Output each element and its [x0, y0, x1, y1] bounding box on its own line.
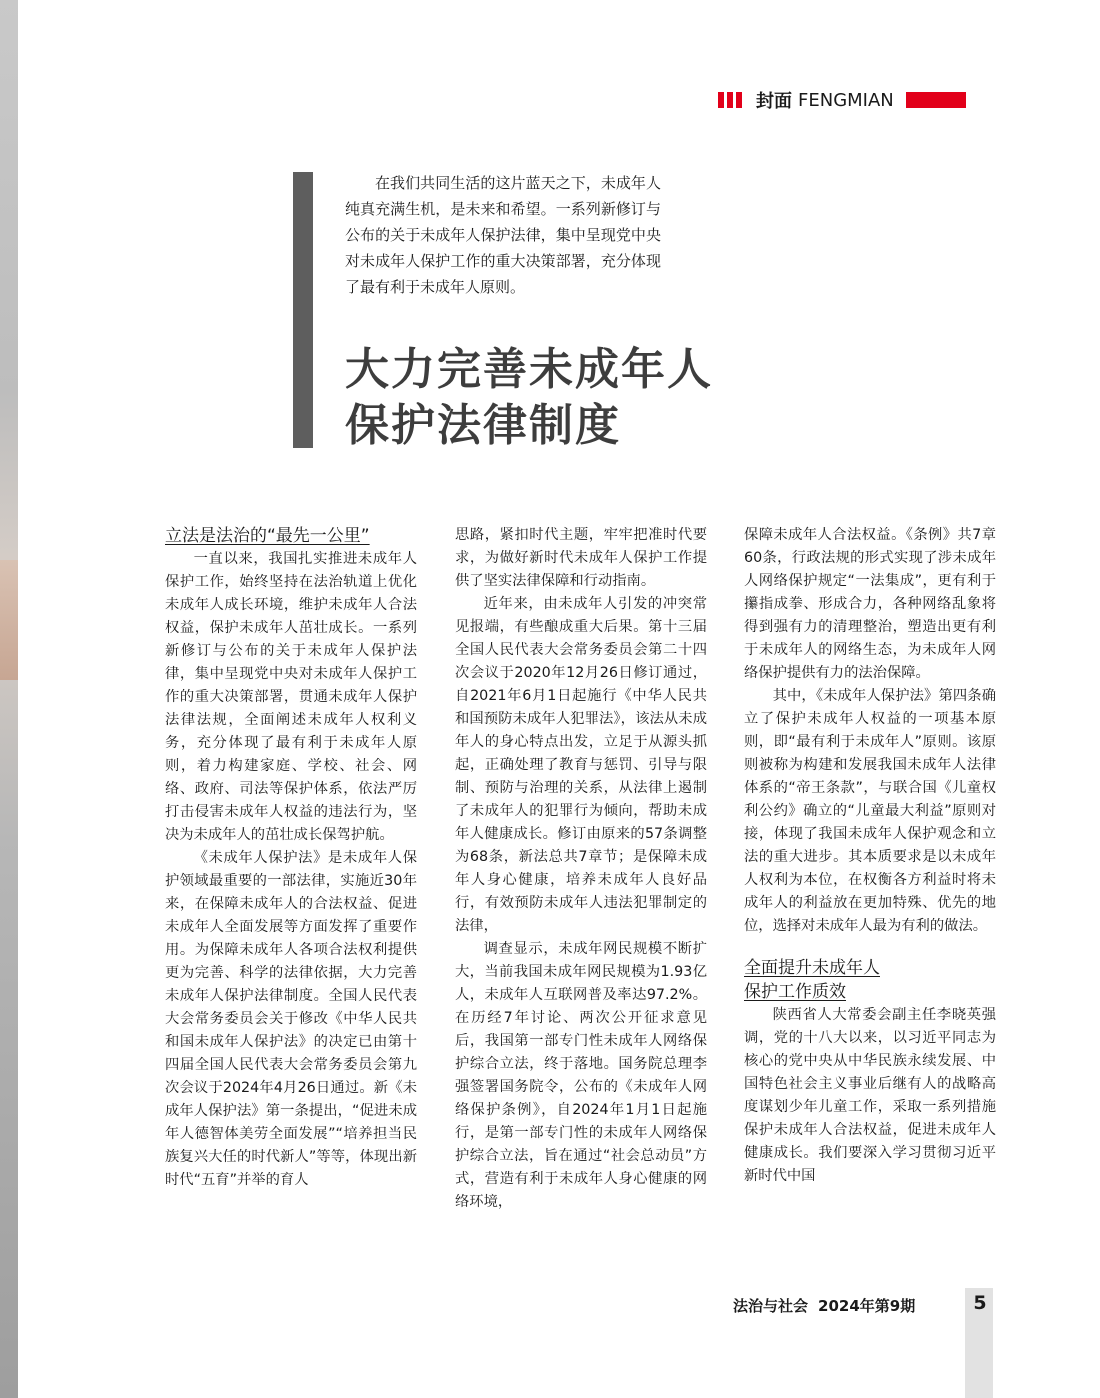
col2-paragraph-1: 思路，紧扣时代主题，牢牢把准时代要求，为做好新时代未成年人保护工作提供了坚实法律保障和行动指南。 [455, 527, 707, 589]
column-1 [165, 524, 417, 1192]
header-red-bar [906, 92, 966, 108]
col2-paragraph-3: 调查显示，未成年网民规模不断扩大，当前我国未成年网民规模为1.93亿人，未成年人互联网普及率达97.2%。在历经7年讨论、两次公开征求意见后，我国第一部专门性未成年人网络保护综合立法，终于落地。国务院总理李强签署国务院令，公布的《未成年人网络保护条例》，自2024年1月1日起施行，是第一部专门性的未成年人网络保护综合立法，旨在通过“社会总动员”方式，营造有利于未成年人身心健康的网络环境， [455, 941, 707, 1210]
subheading-2-line-2: 保护工作质效 [744, 982, 846, 1002]
col2-paragraph-2: 近年来，由未成年人引发的冲突常见报端，有些酿成重大后果。第十三届全国人民代表大会常务委员会第二十四次会议于2020年12月26日修订通过，自2021年6月1日起施行《中华人民共和国预防未成年人犯罪法》，该法从未成年人的身心特点出发，立足于从源头抓起，正确处理了教育与惩罚、引导与限制、预防与治理的关系，从法律上遏制了未成年人的犯罪行为倾向，帮助未成年人健康成长。修订由原来的57条调整为68条，新法总共7章节；是保障未成年人身心健康，培养未成年人良好品行，有效预防未成年人违法犯罪制定的法律， [455, 596, 707, 934]
section-header [718, 90, 966, 110]
issue-label: 2024年第9期 [818, 1297, 916, 1315]
title-line-2: 保护法律制度 [345, 400, 621, 451]
intro-side-bar [293, 172, 313, 448]
section-label-cn: 封面 [756, 91, 792, 112]
col3-paragraph-1: 保障未成年人合法权益。《条例》共7章60条，行政法规的形式实现了涉未成年人网络保护规定“一法集成”，更有利于攥指成拳、形成合力，各种网络乱象将得到强有力的清理整治，塑造出更有利于未成年人的网络生态，为未成年人网络保护提供有力的法治保障。 [744, 527, 996, 681]
intro-paragraph: 在我们共同生活的这片蓝天之下，未成年人纯真充满生机，是未来和希望。一系列新修订与公布的关于未成年人保护法律，集中呈现党中央对未成年人保护工作的重大决策部署，充分体现了最有利于未成年人原则。 [345, 174, 661, 296]
article-title [345, 342, 785, 454]
section-label-en: FENGMIAN [798, 89, 894, 111]
magazine-name: 法治与社会 [733, 1297, 809, 1315]
column-2 [455, 524, 707, 1214]
column-3 [744, 524, 996, 1188]
page-number: 5 [973, 1292, 987, 1314]
subheading-1: 立法是法治的“最先一公里” [165, 526, 370, 546]
magazine-footer [733, 1295, 915, 1316]
subheading-2-line-1: 全面提升未成年人 [744, 958, 880, 978]
col3-paragraph-2: 其中，《未成年人保护法》第四条确立了保护未成年人权益的一项基本原则，即“最有利于未成年人”原则。该原则被称为构建和发展我国未成年人法律体系的“帝王条款”，与联合国《儿童权利公约》确立的“儿童最大利益”原则对接，体现了我国未成年人保护观念和立法的重大进步。其本质要求是以未成年人权利为本位，在权衡各方利益时将未成年人的利益放在更加特殊、优先的地位，选择对未成年人最为有利的做法。 [744, 688, 996, 934]
photo-fragment [0, 560, 18, 680]
col1-paragraph-1: 一直以来，我国扎实推进未成年人保护工作，始终坚持在法治轨道上优化未成年人成长环境，维护未成年人合法权益，保护未成年人茁壮成长。一系列新修订与公布的关于未成年人保护法律，集中呈现党中央对未成年人保护工作的重大决策部署，贯通未成年人保护法律法规，全面阐述未成年人权利义务，充分体现了最有利于未成年人原则，着力构建家庭、学校、社会、网络、政府、司法等保护体系，依法严厉打击侵害未成年人权益的违法行为，坚决为未成年人的茁壮成长保驾护航。 [165, 551, 417, 843]
subheading-2 [744, 956, 996, 1004]
col1-paragraph-2: 《未成年人保护法》是未成年人保护领域最重要的一部法律，实施近30年来，在保障未成年人的合法权益、促进未成年人全面发展等方面发挥了重要作用。为保障未成年人各项合法权利提供更为完善、科学的法律依据，大力完善未成年人保护法律制度。全国人民代表大会常务委员会关于修改《中华人民共和国未成年人保护法》的决定已由第十四届全国人民代表大会常务委员会第九次会议于2024年4月26日通过。新《未成年人保护法》第一条提出，“促进未成年人德智体美劳全面发展”“培养担当民族复兴大任的时代新人”等等，体现出新时代“五育”并举的育人 [165, 850, 417, 1188]
left-photo-edge [0, 0, 18, 1398]
title-line-1: 大力完善未成年人 [345, 344, 713, 395]
col3-paragraph-3: 陕西省人大常委会副主任李晓英强调，党的十八大以来，以习近平同志为核心的党中央从中华民族永续发展、中国特色社会主义事业后继有人的战略高度谋划少年儿童工作，采取一系列措施保护未成年人合法权益，促进未成年人健康成长。我们要深入学习贯彻习近平新时代中国 [744, 1007, 996, 1184]
header-bars-icon [718, 92, 742, 108]
